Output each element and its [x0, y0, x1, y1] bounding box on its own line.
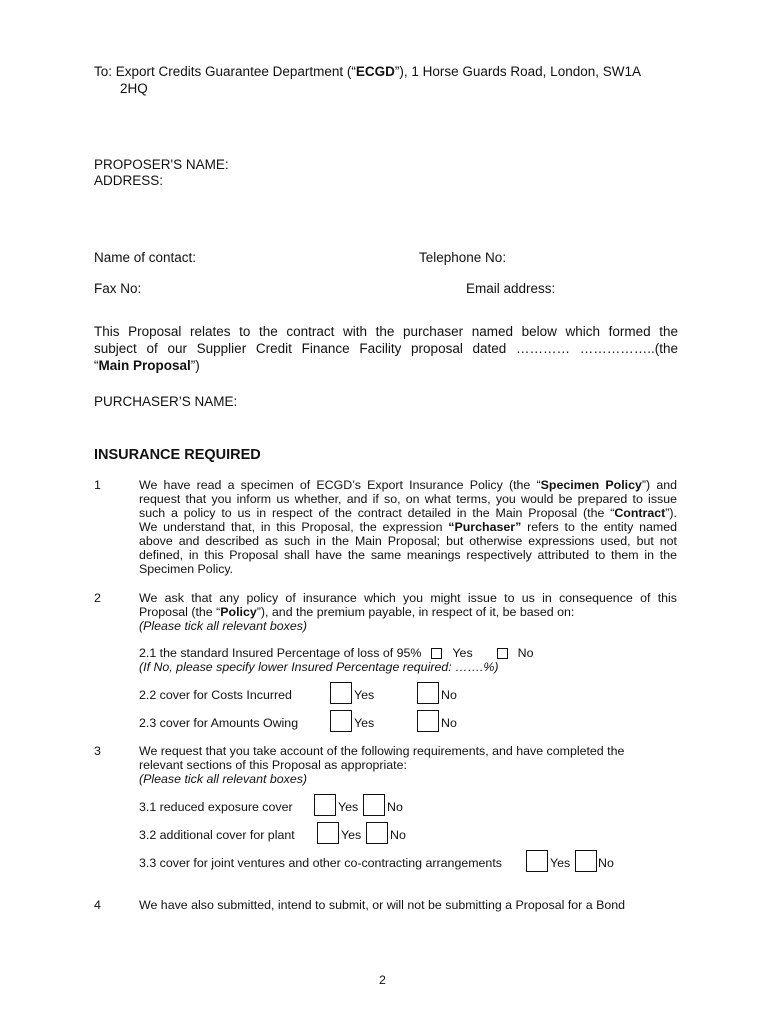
telephone-label: Telephone No:: [419, 250, 507, 265]
item-4-number: 4: [94, 898, 101, 912]
option-2-3-no-label: No: [441, 716, 457, 730]
option-3-1-yes-checkbox[interactable]: [314, 794, 336, 816]
option-2-1-no-checkbox[interactable]: [497, 648, 508, 659]
option-2-1-yes-checkbox[interactable]: [431, 648, 442, 659]
option-2-3-yes-checkbox[interactable]: [330, 710, 352, 732]
option-2-3-no-checkbox[interactable]: [417, 710, 439, 732]
addressee-abbrev: ECGD: [355, 64, 395, 79]
main-proposal-term: Main Proposal: [98, 358, 191, 373]
option-2-2-no-checkbox[interactable]: [417, 682, 439, 704]
option-2-1-no-label: No: [517, 646, 534, 660]
specimen-policy-term: Specimen Policy: [540, 478, 642, 492]
option-3-1-no-label: No: [387, 800, 403, 814]
option-3-2-yes-label: Yes: [341, 828, 362, 842]
option-3-3-yes-label: Yes: [550, 856, 571, 870]
tick-instruction-2: (Please tick all relevant boxes): [139, 619, 308, 633]
policy-term: Policy: [220, 605, 257, 619]
proposer-name-label: PROPOSER'S NAME:: [94, 157, 229, 172]
relates-line-3: “Main Proposal”): [94, 358, 200, 373]
addressee-line: [94, 63, 641, 80]
option-2-3-yes-label: Yes: [354, 716, 375, 730]
relates-line-1: This Proposal relates to the contract with the purchaser named below which formed the: [94, 324, 678, 339]
address-label: ADDRESS:: [94, 173, 164, 188]
addressee-postcode: 2HQ: [120, 81, 148, 96]
tick-instruction-3: (Please tick all relevant boxes): [139, 772, 308, 786]
item-4-text: We have also submitted, intend to submit, or will not be submitting a Proposal for a Bond: [139, 898, 626, 912]
option-3-1-yes-label: Yes: [338, 800, 359, 814]
option-2-1-yes-label: Yes: [452, 646, 473, 660]
option-2-2-no-label: No: [441, 688, 457, 702]
purchaser-term: “Purchaser”: [448, 520, 522, 534]
option-2-2-yes-label: Yes: [354, 688, 375, 702]
option-2-2-yes-checkbox[interactable]: [330, 682, 352, 704]
email-label: Email address:: [466, 281, 556, 296]
option-2-3-label: 2.3 cover for Amounts Owing: [139, 716, 299, 730]
page-number: 2: [379, 973, 386, 987]
contact-name-label: Name of contact:: [94, 250, 197, 265]
option-3-3-no-checkbox[interactable]: [575, 850, 597, 872]
contract-term: Contract: [614, 506, 666, 520]
addressee-text: To: Export Credits Guarantee Department (“: [94, 64, 356, 79]
option-2-1: [139, 646, 533, 660]
item-1-text: We have read a specimen of ECGD’s Export Insurance Policy (the “Specimen Policy”) and request that you inform us whether, and if so, on what terms, you would be prepared to issue such a policy to us in respect of the contract detailed in the Main Proposal (the “Contract”). We understand that, in this Proposal, the expression “Purchaser” refers to the entity named above and described as such in the Main Proposal; but otherwise expressions used, but not defined, in this Proposal shall have the same meanings respectively attributed to them in the Specimen Policy.: [139, 478, 677, 576]
section-heading: INSURANCE REQUIRED: [94, 447, 261, 463]
option-3-3-yes-checkbox[interactable]: [526, 850, 548, 872]
option-3-1-label: 3.1 reduced exposure cover: [139, 800, 293, 814]
item-1-number: 1: [94, 478, 101, 492]
option-3-2-yes-checkbox[interactable]: [317, 822, 339, 844]
option-3-2-no-label: No: [390, 828, 406, 842]
item-3-number: 3: [94, 744, 101, 758]
option-3-1-no-checkbox[interactable]: [363, 794, 385, 816]
addressee-address: ”), 1 Horse Guards Road, London, SW1A: [394, 64, 641, 79]
fax-label: Fax No:: [94, 281, 142, 296]
purchaser-name-label: PURCHASER’S NAME:: [94, 394, 238, 409]
option-3-2-label: 3.2 additional cover for plant: [139, 828, 295, 842]
item-3-text: We request that you take account of the following requirements, and have completed the relevant sections of this Proposal as appropriate: (Please tick all relevant boxes): [139, 744, 625, 786]
item-2-number: 2: [94, 591, 101, 605]
option-3-3-label: 3.3 cover for joint ventures and other co-contracting arrangements: [139, 856, 502, 870]
option-2-1-note: (If No, please specify lower Insured Percentage required: …….%): [139, 660, 499, 674]
option-3-2-no-checkbox[interactable]: [366, 822, 388, 844]
relates-line-2: subject of our Supplier Credit Finance Facility proposal dated ………… ……………..(the: [94, 341, 678, 356]
option-2-2-label: 2.2 cover for Costs Incurred: [139, 688, 292, 702]
option-2-1-label: 2.1 the standard Insured Percentage of loss of 95%: [139, 646, 422, 660]
option-3-3-no-label: No: [598, 856, 614, 870]
item-2-text: We ask that any policy of insurance which you might issue to us in consequence of this Proposal (the “Policy”), and the premium payable, in respect of it, be based on: (Please tick all relevant boxes): [139, 591, 677, 633]
relates-paragraph: [94, 323, 678, 374]
